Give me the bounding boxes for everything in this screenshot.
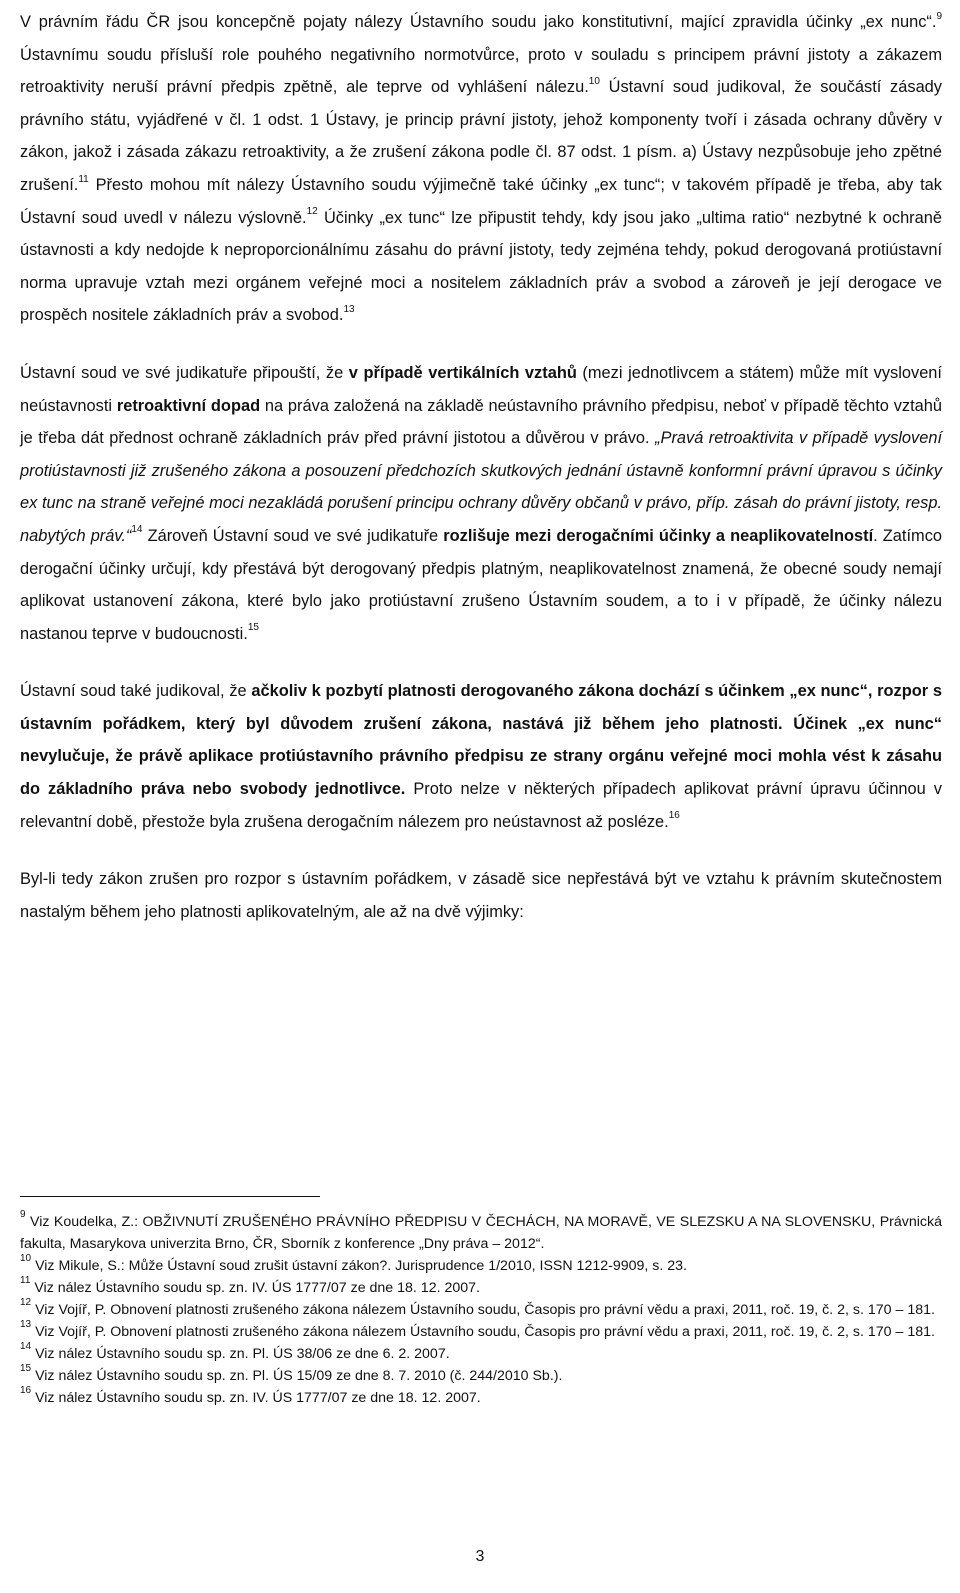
- footnote-ref[interactable]: 13: [343, 303, 355, 315]
- text-run: Ústavní soud judikoval, že součástí zásady právního státu, vyjádřené v čl. 1 odst. 1 Ústavy, je princip právní jistoty, jehož komponenty tvoří i zásada ochrany důvěry v zákon, jakož i zásada zákazu retroaktivity, a že zrušení zákona podle čl. 87 odst. 1 písm. a) Ústavy nezpůsobuje jeho zpětné zrušení.: [20, 78, 942, 194]
- footnote-text: Viz Mikule, S.: Může Ústavní soud zrušit ústavní zákon?. Jurisprudence 1/2010, ISSN 1212-9909, s. 23.: [31, 1258, 687, 1274]
- footnote-number: 9: [20, 1209, 26, 1221]
- footnote-list: [20, 1211, 942, 1409]
- footnote-number: 11: [20, 1275, 31, 1287]
- document-body: [20, 6, 942, 928]
- bold-text: retroaktivní dopad: [116, 396, 261, 415]
- text-run: Ústavnímu soudu přísluší role pouhého negativního normotvůrce, proto v souladu s principem právní jistoty a zákazem retroaktivity neruší právní předpis zpětně, ale teprve od vyhlášení nálezu.: [20, 45, 942, 97]
- footnote-ref[interactable]: 16: [668, 810, 680, 822]
- footnote-item: [20, 1365, 942, 1387]
- bold-text: v případě vertikálních vztahů: [348, 363, 577, 382]
- text-run: (mezi jednotlivcem a státem) může mít vyslovení neústavnosti: [20, 363, 942, 415]
- text-run: na práva založená na základě neústavního právního předpisu, neboť v případě těchto vztahů je třeba dát přednost ochraně základních práv před právní jistotou a důvěrou v právo.: [20, 396, 942, 448]
- text-run: Proto nelze v některých případech aplikovat právní úpravu účinnou v relevantní době, přestože byla zrušena derogačním nálezem pro neústavnost až posléze.: [20, 780, 943, 831]
- text-run: . Zatímco derogační účinky určují, kdy přestává být derogovaný předpis platným, neaplikovatelnost znamená, že obecné soudy nemají aplikovat ustanovení zákona, které bylo jako protiústavní zrušeno Ústavním soudem, a to i v případě, že účinky nálezu nastanou teprve v budoucnosti.: [20, 526, 942, 643]
- footnote-text: Viz Vojíř, P. Obnovení platnosti zrušeného zákona nálezem Ústavního soudu, Časopis pro právní vědu a praxi, 2011, roč. 19, č. 2, s. 170 – 181.: [31, 1302, 935, 1318]
- footnote-ref[interactable]: 14: [131, 524, 143, 536]
- footnote-text: Viz nález Ústavního soudu sp. zn. IV. ÚS 1777/07 ze dne 18. 12. 2007.: [31, 1390, 481, 1406]
- footnote-separator: [20, 1196, 320, 1197]
- footnotes-section: [20, 1196, 942, 1409]
- footnote-item: [20, 1211, 942, 1255]
- bold-text: ačkoliv k pozbytí platnosti derogovaného zákona dochází s účinkem „ex nunc“, rozpor s ústavním pořádkem, který byl důvodem zrušení zákona, nastává již během jeho platnosti. Účinek „ex nunc“ nevylučuje, že právě aplikace protiústavního právního předpisu ze strany orgánu veřejné moci mohla vést k zásahu do základního práva nebo svobody jednotlivce.: [20, 682, 942, 799]
- text-run: Ústavní soud také judikoval, že: [20, 682, 252, 701]
- footnote-number: 16: [20, 1385, 32, 1397]
- quoted-text: „Pravá retroaktivita v případě vyslovení protiústavnosti již zrušeného zákona a posouzení předchozích skutkových jednání ústavně konformní právní úpravou s účinky ex tunc na straně veřejné moci nezakládá porušení principu ochrany důvěry občanů v právo, příp. zásah do právní jistoty, resp. nabytých práv.“: [20, 429, 942, 545]
- footnote-number: 10: [20, 1253, 32, 1265]
- footnote-ref[interactable]: 15: [247, 622, 259, 634]
- text-run: Byl-li tedy zákon zrušen pro rozpor s ústavním pořádkem, v zásadě sice nepřestává být ve vztahu k právním skutečnostem nastalým během jeho platnosti aplikovatelným, ale až na dvě výjimky:: [20, 870, 942, 921]
- text-run: Zároveň Ústavní soud ve své judikatuře: [142, 526, 444, 545]
- footnote-number: 12: [20, 1297, 32, 1309]
- footnote-item: [20, 1299, 942, 1321]
- footnote-item: [20, 1255, 942, 1277]
- paragraph-1: [20, 6, 942, 332]
- footnote-ref[interactable]: 10: [588, 75, 600, 87]
- footnote-text: Viz nález Ústavního soudu sp. zn. IV. ÚS 1777/07 ze dne 18. 12. 2007.: [30, 1280, 480, 1296]
- footnote-number: 15: [20, 1363, 32, 1375]
- footnote-item: [20, 1277, 942, 1299]
- footnote-text: Viz Koudelka, Z.: OBŽIVNUTÍ ZRUŠENÉHO PRÁVNÍHO PŘEDPISU V ČECHÁCH, NA MORAVĚ, VE SLEZSKU A NA SLOVENSKU, Právnická fakulta, Masarykova univerzita Brno, ČR, Sborník z konference „Dny práva – 2012“.: [20, 1214, 942, 1252]
- footnote-number: 13: [20, 1319, 32, 1331]
- footnote-text: Viz Vojíř, P. Obnovení platnosti zrušeného zákona nálezem Ústavního soudu, Časopis pro právní vědu a praxi, 2011, roč. 19, č. 2, s. 170 – 181.: [31, 1324, 935, 1340]
- bold-text: rozlišuje mezi derogačními účinky a neaplikovatelností: [443, 526, 874, 545]
- page-number: 3: [475, 1548, 485, 1565]
- footnote-ref[interactable]: 12: [306, 206, 318, 218]
- footnote-item: [20, 1387, 942, 1409]
- text-run: Ústavní soud ve své judikatuře připouští, že: [20, 363, 349, 382]
- footnote-text: Viz nález Ústavního soudu sp. zn. Pl. ÚS 38/06 ze dne 6. 2. 2007.: [31, 1346, 450, 1362]
- paragraph-2: [20, 357, 942, 650]
- text-run: Přesto mohou mít nálezy Ústavního soudu výjimečně také účinky „ex tunc“; v takovém případě je třeba, aby tak Ústavní soud uvedl v nálezu výslovně.: [20, 175, 942, 227]
- text-run: Účinky „ex tunc“ lze připustit tehdy, kdy jsou jako „ultima ratio“ nezbytné k ochraně ústavnosti a kdy nedojde k neproporcionálnímu zásahu do právní jistoty, tedy zejména tehdy, pokud derogovaná protiústavní norma upravuje vztah mezi orgánem veřejné moci a nositelem základních práv a svobod a zároveň je její derogace ve prospěch nositele základních práv a svobod.: [20, 208, 942, 325]
- paragraph-3: [20, 675, 942, 838]
- footnote-ref[interactable]: 9: [936, 10, 942, 22]
- footnote-ref[interactable]: 11: [78, 173, 89, 185]
- footnote-number: 14: [20, 1341, 32, 1353]
- footnote-item: [20, 1321, 942, 1343]
- footnote-item: [20, 1343, 942, 1365]
- paragraph-4: [20, 863, 942, 928]
- text-run: V právním řádu ČR jsou koncepčně pojaty nálezy Ústavního soudu jako konstitutivní, mající zpravidla účinky „ex nunc“.: [20, 13, 937, 31]
- footnote-text: Viz nález Ústavního soudu sp. zn. Pl. ÚS 15/09 ze dne 8. 7. 2010 (č. 244/2010 Sb.).: [31, 1368, 563, 1384]
